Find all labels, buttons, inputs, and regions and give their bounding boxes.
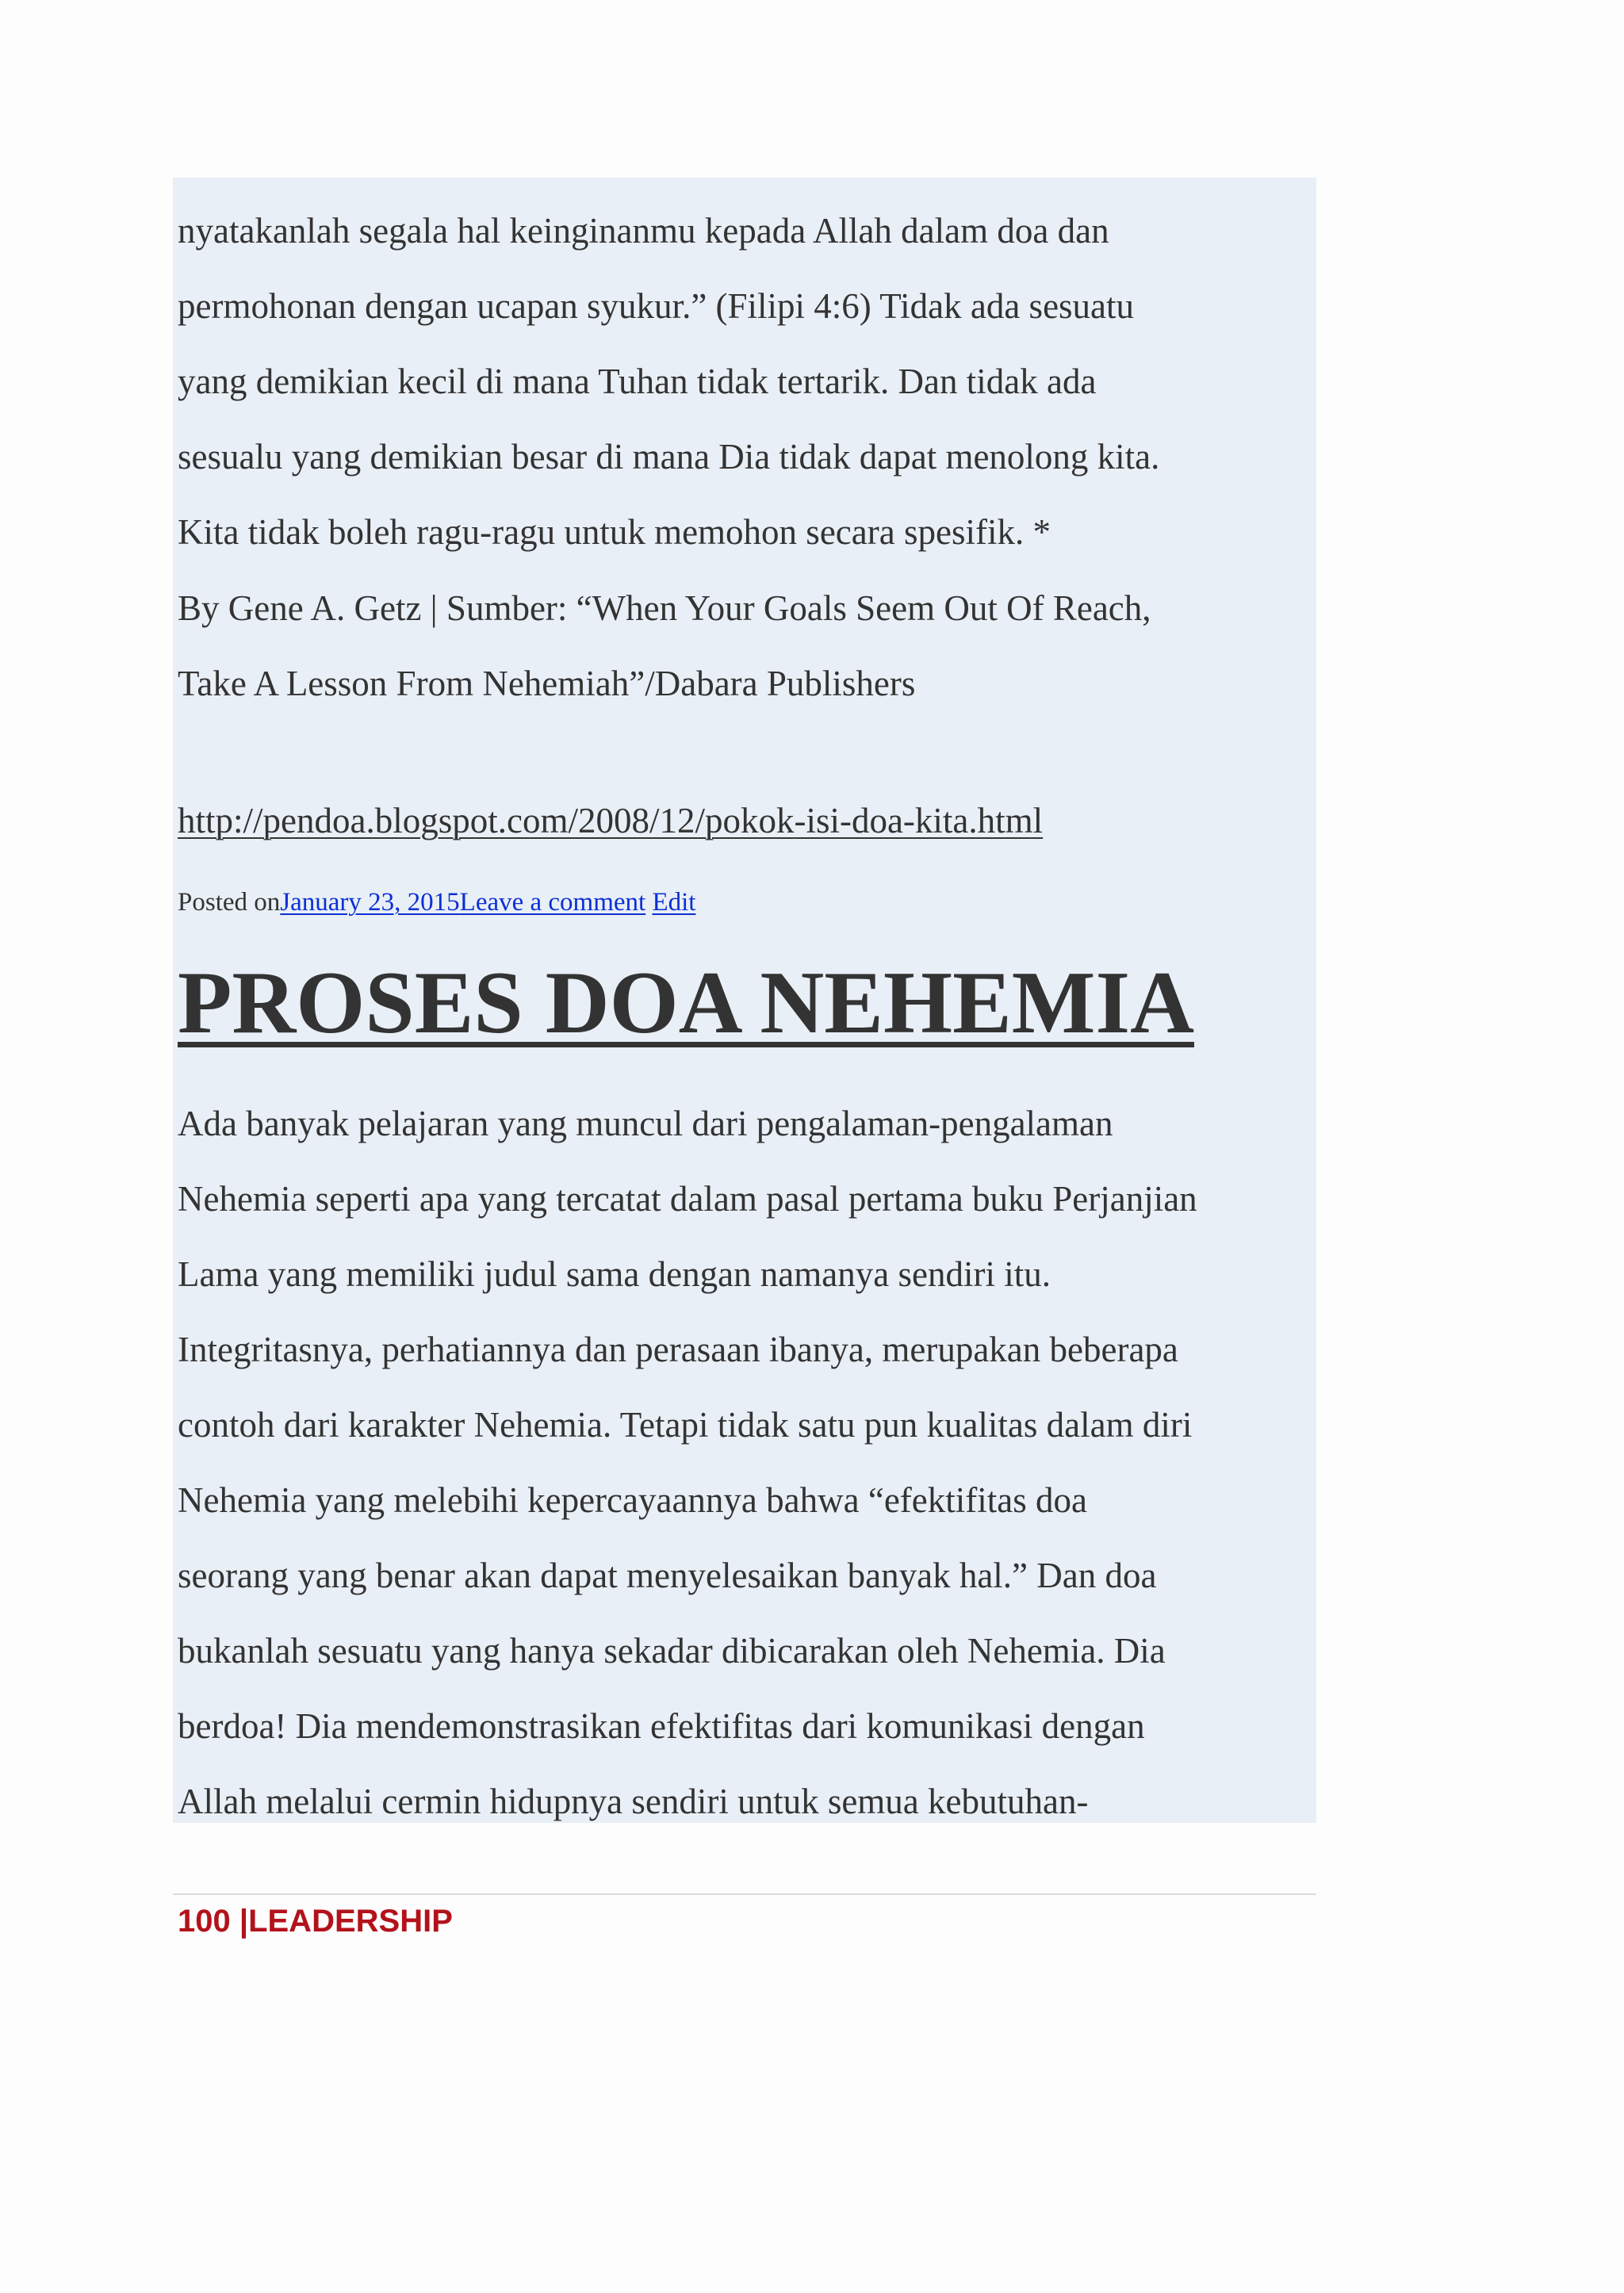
text-line: yang demikian kecil di mana Tuhan tidak tertarik. Dan tidak ada <box>178 362 1097 401</box>
text-line: bukanlah sesuatu yang hanya sekadar dibicarakan oleh Nehemia. Dia <box>178 1631 1166 1671</box>
text-line: Kita tidak boleh ragu-ragu untuk memohon secara spesifik. * <box>178 512 1051 552</box>
post-date-link[interactable]: January 23, 2015 <box>280 888 460 917</box>
text-line: contoh dari karakter Nehemia. Tetapi tidak satu pun kualitas dalam diri <box>178 1405 1193 1445</box>
text-line: Integritasnya, perhatiannya dan perasaan ibanya, merupakan beberapa <box>178 1330 1178 1369</box>
text-line: berdoa! Dia mendemonstrasikan efektifitas dari komunikasi dengan <box>178 1706 1145 1746</box>
leave-comment-link[interactable]: Leave a comment <box>459 888 646 917</box>
text-line: Nehemia yang melebihi kepercayaannya bahwa “efektifitas doa <box>178 1480 1087 1520</box>
posted-on-label: Posted on <box>178 888 281 917</box>
source-url-link[interactable]: http://pendoa.blogspot.com/2008/12/pokok-isi-doa-kita.html <box>178 801 1044 840</box>
post-title[interactable]: PROSES DOA NEHEMIA <box>178 954 1194 1052</box>
post-meta <box>178 882 1316 922</box>
footer-separator: | <box>230 1904 249 1939</box>
text-line: Allah melalui cermin hidupnya sendiri untuk semua kebutuhan- <box>178 1782 1089 1821</box>
text-line: seorang yang benar akan dapat menyelesaikan banyak hal.” Dan doa <box>178 1556 1157 1595</box>
footer-divider <box>173 1893 1316 1895</box>
byline-line: Take A Lesson From Nehemiah”/Dabara Publishers <box>178 664 916 703</box>
page-number: 100 <box>178 1904 231 1939</box>
byline <box>178 571 1316 722</box>
text-line: Ada banyak pelajaran yang muncul dari pengalaman-pengalaman <box>178 1104 1113 1143</box>
text-line: sesualu yang demikian besar di mana Dia tidak dapat menolong kita. <box>178 437 1160 477</box>
edit-link[interactable]: Edit <box>652 888 696 917</box>
byline-line: By Gene A. Getz | Sumber: “When Your Goals Seem Out Of Reach, <box>178 588 1151 628</box>
text-line: permohonan dengan ucapan syukur.” (Filipi 4:6) Tidak ada sesuatu <box>178 286 1135 326</box>
article-paragraph-top <box>178 193 1316 570</box>
text-line: Nehemia seperti apa yang tercatat dalam pasal pertama buku Perjanjian <box>178 1179 1197 1219</box>
footer-section: LEADERSHIP <box>248 1904 453 1939</box>
page-footer <box>178 1897 453 1945</box>
text-line: nyatakanlah segala hal keinginanmu kepada Allah dalam doa dan <box>178 211 1109 251</box>
text-line: Lama yang memiliki judul sama dengan namanya sendiri itu. <box>178 1254 1051 1294</box>
article-paragraph-body <box>178 1086 1316 1839</box>
